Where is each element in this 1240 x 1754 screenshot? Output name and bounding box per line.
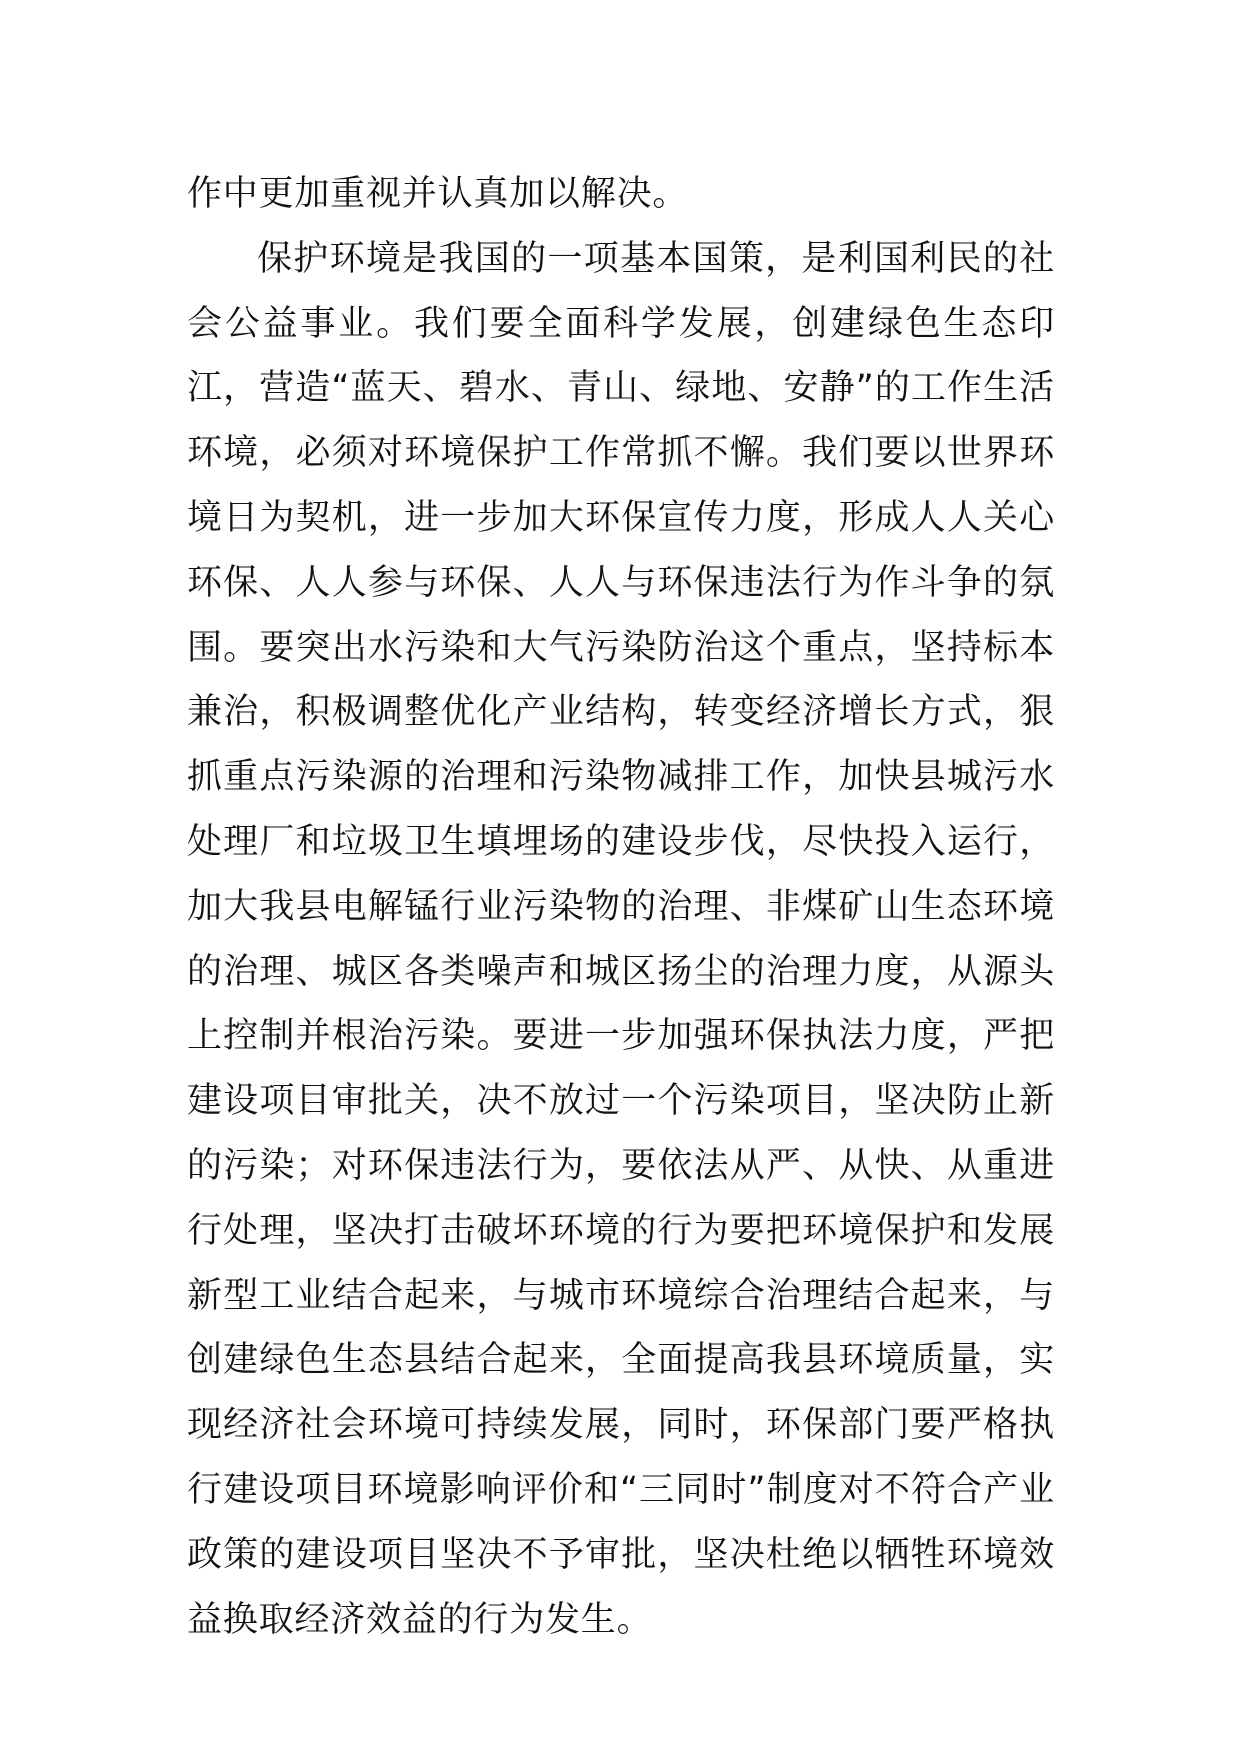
paragraph-environment-protection: 保护环境是我国的一项基本国策，是利国利民的社会公益事业。我们要全面科学发展，创建绿色生态印江，营造“蓝天、碧水、青山、绿地、安静”的工作生活环境，必须对环境保护工作常抓不懈。我们要以世界环境日为契机，进一步加大环保宣传力度，形成人人关心环保、人人参与环保、人人与环保违法行为作斗争的氛围。要突出水污染和大气污染防治这个重点，坚持标本兼治，积极调整优化产业结构，转变经济增长方式，狠抓重点污染源的治理和污染物减排工作，加快县城污水处理厂和垃圾卫生填埋场的建设步伐，尽快投入运行，加大我县电解锰行业污染物的治理、非煤矿山生态环境的治理、城区各类噪声和城区扬尘的治理力度，从源头上控制并根治污染。要进一步加强环保执法力度，严把建设项目审批关，决不放过一个污染项目，坚决防止新的污染；对环保违法行为，要依法从严、从快、从重进行处理，坚决打击破坏环境的行为要把环境保护和发展新型工业结合起来，与城市环境综合治理结合起来，与创建绿色生态县结合起来，全面提高我县环境质量，实现经济社会环境可持续发展，同时，环保部门要严格执行建设项目环境影响评价和“三同时”制度对不符合产业政策的建设项目坚决不予审批，坚决杜绝以牺牲环境效益换取经济效益的行为发生。 [187,238,1055,1640]
body-text [187,162,1055,1652]
paragraph-continued: 作中更加重视并认真加以解决。 [187,174,689,214]
